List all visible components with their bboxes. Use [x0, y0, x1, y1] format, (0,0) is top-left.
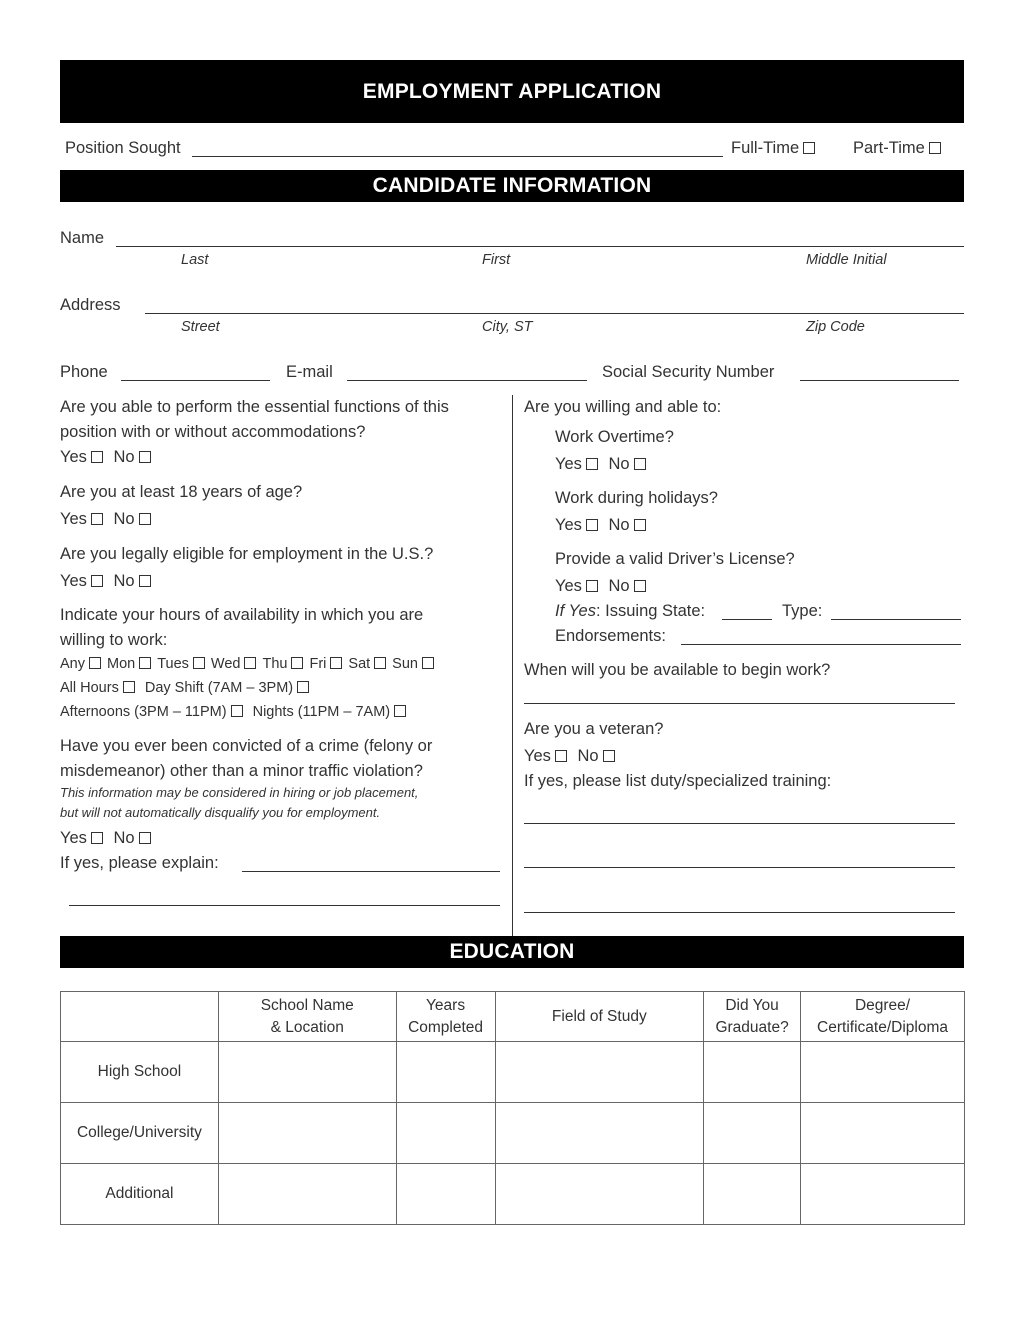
explain-input-line-2[interactable]: [69, 905, 500, 906]
full-time-option[interactable]: Full-Time: [731, 138, 821, 158]
crime-no-checkbox[interactable]: [139, 832, 151, 844]
address-street-hint: Street: [181, 319, 220, 335]
q-age: Are you at least 18 years of age?: [60, 483, 303, 501]
table-cell[interactable]: [218, 1042, 396, 1103]
crime-yes-checkbox[interactable]: [91, 832, 103, 844]
header-blank-cell: [61, 992, 219, 1042]
license-type-input-line[interactable]: [831, 619, 961, 620]
q-functions-line2: position with or without accommodations?: [60, 423, 366, 441]
license-details: If Yes: Issuing State:: [555, 602, 706, 620]
header-field-of-study: Field of Study: [495, 992, 704, 1042]
duty-input-line-1[interactable]: [524, 823, 955, 824]
age-yes-checkbox[interactable]: [91, 513, 103, 525]
table-cell[interactable]: [396, 1103, 495, 1164]
education-table: [60, 991, 965, 1225]
header-did-you-graduate: Did You Graduate?: [704, 992, 801, 1042]
part-time-option[interactable]: Part-Time: [853, 138, 947, 158]
address-zip-hint: Zip Code: [806, 319, 865, 335]
veteran-no-checkbox[interactable]: [603, 750, 615, 762]
q-crime-line1: Have you ever been convicted of a crime (felony or: [60, 737, 433, 755]
any-day-checkbox[interactable]: [89, 657, 101, 669]
name-label: Name: [60, 229, 105, 247]
duty-input-line-2[interactable]: [524, 867, 955, 868]
q-holidays: Work during holidays?: [555, 489, 718, 507]
overtime-no-checkbox[interactable]: [634, 458, 646, 470]
eligible-no-checkbox[interactable]: [139, 575, 151, 587]
ssn-input-line[interactable]: [800, 380, 959, 381]
header-years-completed: Years Completed: [396, 992, 495, 1042]
table-cell[interactable]: [704, 1103, 801, 1164]
q-hours-line1: Indicate your hours of availability in which you are: [60, 606, 424, 624]
q-veteran-answer: Yes No: [524, 746, 621, 766]
eligible-yes-checkbox[interactable]: [91, 575, 103, 587]
duty-input-line-3[interactable]: [524, 912, 955, 913]
table-row: [61, 1164, 965, 1225]
endorsements-label: Endorsements:: [555, 627, 666, 645]
license-yes-checkbox[interactable]: [586, 580, 598, 592]
tues-checkbox[interactable]: [193, 657, 205, 669]
q-license: Provide a valid Driver’s License?: [555, 550, 795, 568]
page-title: EMPLOYMENT APPLICATION: [362, 79, 662, 103]
full-time-checkbox[interactable]: [803, 142, 815, 154]
crime-note-line2: but will not automatically disqualify you for employment.: [60, 805, 381, 820]
header-bar: [60, 60, 964, 123]
sun-checkbox[interactable]: [422, 657, 434, 669]
mon-checkbox[interactable]: [139, 657, 151, 669]
candidate-section-bar: [60, 170, 964, 202]
q-license-answer: Yes No: [555, 576, 652, 596]
table-cell[interactable]: [801, 1103, 965, 1164]
thu-checkbox[interactable]: [291, 657, 303, 669]
q-overtime: Work Overtime?: [555, 428, 674, 446]
duty-label: If yes, please list duty/specialized training:: [524, 772, 832, 790]
column-divider: [512, 395, 513, 936]
q-overtime-answer: Yes No: [555, 454, 652, 474]
days-availability: Any Mon Tues Wed Thu Fri Sat Sun: [60, 655, 440, 673]
issuing-state-input-line[interactable]: [722, 619, 772, 620]
wed-checkbox[interactable]: [244, 657, 256, 669]
explain-label: If yes, please explain:: [60, 854, 219, 872]
q-functions-line1: Are you able to perform the essential functions of this: [60, 398, 449, 416]
table-cell[interactable]: [218, 1103, 396, 1164]
name-input-line[interactable]: [116, 246, 964, 247]
email-label: E-mail: [286, 363, 333, 381]
table-row: [61, 1103, 965, 1164]
address-label: Address: [60, 296, 121, 314]
overtime-yes-checkbox[interactable]: [586, 458, 598, 470]
ssn-label: Social Security Number: [602, 363, 775, 381]
veteran-yes-checkbox[interactable]: [555, 750, 567, 762]
table-cell[interactable]: [801, 1164, 965, 1225]
address-input-line[interactable]: [145, 313, 964, 314]
header-school-name: School Name & Location: [218, 992, 396, 1042]
sat-checkbox[interactable]: [374, 657, 386, 669]
position-label: Position Sought: [65, 139, 181, 157]
name-last-hint: Last: [181, 252, 209, 268]
education-header-row: [61, 992, 965, 1042]
table-cell[interactable]: [704, 1042, 801, 1103]
table-cell[interactable]: [396, 1042, 495, 1103]
q-crime-line2: misdemeanor) other than a minor traffic violation?: [60, 762, 423, 780]
q-age-answer: Yes No: [60, 509, 157, 529]
phone-input-line[interactable]: [121, 380, 270, 381]
q-eligible-answer: Yes No: [60, 571, 157, 591]
age-no-checkbox[interactable]: [139, 513, 151, 525]
q-willing: Are you willing and able to:: [524, 398, 722, 416]
nights-checkbox[interactable]: [394, 705, 406, 717]
education-section-title: EDUCATION: [449, 940, 575, 963]
q-crime-answer: Yes No: [60, 828, 157, 848]
shift-availability-1: All Hours Day Shift (7AM – 3PM): [60, 679, 315, 697]
fri-checkbox[interactable]: [330, 657, 342, 669]
shift-availability-2: Afternoons (3PM – 11PM) Nights (11PM – 7AM): [60, 703, 412, 721]
functions-no-checkbox[interactable]: [139, 451, 151, 463]
license-type-label: Type:: [782, 602, 823, 620]
name-middle-hint: Middle Initial: [806, 252, 887, 268]
table-cell[interactable]: [801, 1042, 965, 1103]
endorsements-input-line[interactable]: [681, 644, 961, 645]
day-shift-checkbox[interactable]: [297, 681, 309, 693]
part-time-checkbox[interactable]: [929, 142, 941, 154]
table-cell[interactable]: [218, 1164, 396, 1225]
table-cell[interactable]: [495, 1042, 704, 1103]
license-no-checkbox[interactable]: [634, 580, 646, 592]
table-row: [61, 1042, 965, 1103]
row-label-college: College/University: [61, 1103, 219, 1164]
table-cell[interactable]: [495, 1164, 704, 1225]
row-label-high-school: High School: [61, 1042, 219, 1103]
row-label-additional: Additional: [61, 1164, 219, 1225]
crime-note-line1: This information may be considered in hiring or job placement,: [60, 785, 419, 800]
position-input-line[interactable]: [192, 156, 723, 157]
begin-work-input-line[interactable]: [524, 703, 955, 704]
education-section-bar: [60, 936, 964, 968]
phone-label: Phone: [60, 363, 108, 381]
candidate-section-title: CANDIDATE INFORMATION: [372, 174, 652, 197]
header-degree: Degree/ Certificate/Diploma: [801, 992, 965, 1042]
holidays-yes-checkbox[interactable]: [586, 519, 598, 531]
holidays-no-checkbox[interactable]: [634, 519, 646, 531]
q-holidays-answer: Yes No: [555, 515, 652, 535]
functions-yes-checkbox[interactable]: [91, 451, 103, 463]
q-hours-line2: willing to work:: [60, 631, 168, 649]
table-cell[interactable]: [704, 1164, 801, 1225]
q-functions-answer: Yes No: [60, 447, 157, 467]
q-eligible: Are you legally eligible for employment in the U.S.?: [60, 545, 434, 563]
name-first-hint: First: [482, 252, 511, 268]
explain-input-line-1[interactable]: [242, 871, 500, 872]
email-input-line[interactable]: [347, 380, 587, 381]
q-veteran: Are you a veteran?: [524, 720, 664, 738]
all-hours-checkbox[interactable]: [123, 681, 135, 693]
address-city-hint: City, ST: [482, 319, 533, 335]
afternoons-checkbox[interactable]: [231, 705, 243, 717]
q-begin-work: When will you be available to begin work?: [524, 661, 831, 679]
table-cell[interactable]: [495, 1103, 704, 1164]
table-cell[interactable]: [396, 1164, 495, 1225]
